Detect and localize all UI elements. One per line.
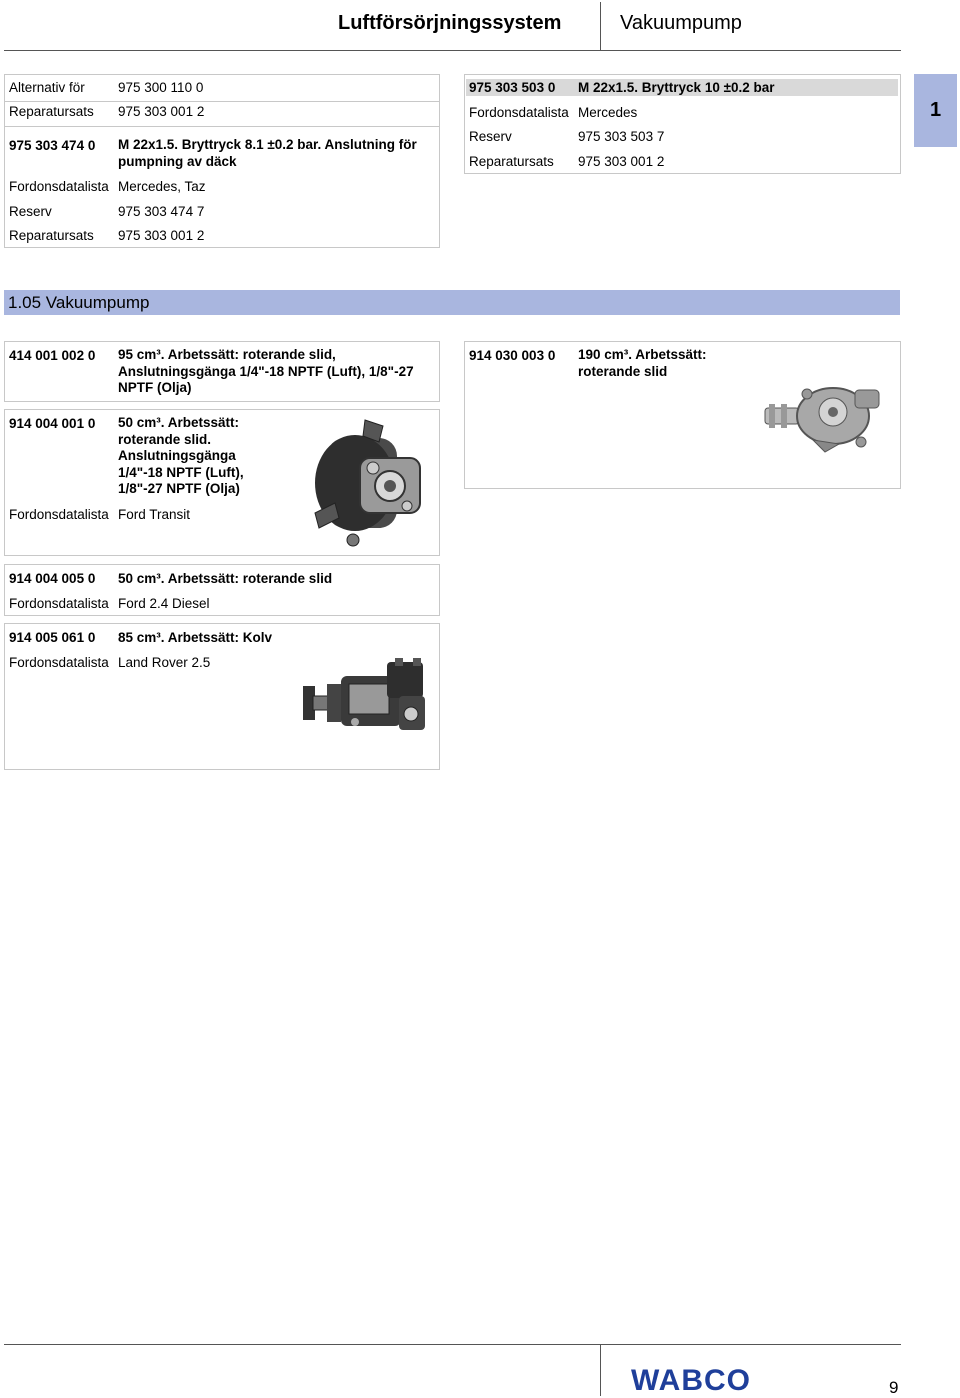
header-page-title: Vakuumpump — [620, 12, 742, 34]
header-section-title: Luftförsörjningssystem — [338, 12, 562, 34]
vacuum-pump-image — [763, 382, 887, 454]
footer-rule — [4, 1344, 901, 1345]
wabco-logo: WABCO — [631, 1364, 751, 1397]
section-heading: 1.05 Vakuumpump — [4, 290, 900, 315]
product-card-914004001: 914 004 001 0 50 cm³. Arbetssätt: roterande slid. Anslutningsgänga 1/4"-18 NPTF (Luft), 1/8"-27 NPTF (Olja) Fordonsdatalista Ford Transit — [4, 409, 440, 556]
part-row: 975 303 503 0 M 22x1.5. Bryttryck 10 ±0.2 bar — [466, 79, 898, 96]
page-number: 9 — [889, 1378, 899, 1397]
product-card-914004005: 914 004 005 0 50 cm³. Arbetssätt: roterande slid Fordonsdatalista Ford 2.4 Diesel — [4, 564, 440, 616]
product-card-914005061: 914 005 061 0 85 cm³. Arbetssätt: Kolv Fordonsdatalista Land Rover 2.5 — [4, 623, 440, 770]
part-description: 190 cm³. Arbetssätt: roterande slid — [578, 347, 707, 379]
vacuum-pump-image — [305, 418, 433, 548]
part-description: M 22x1.5. Bryttryck 8.1 ±0.2 bar. Anslutning för pumpning av däck — [118, 137, 417, 169]
footer-divider — [600, 1345, 601, 1396]
header-rule — [4, 50, 901, 51]
header-divider — [600, 2, 601, 50]
chapter-tab: 1 — [914, 74, 957, 147]
product-card-975303474: Alternativ för 975 300 110 0 Reparatursats 975 303 001 2 975 303 474 0 M 22x1.5. Bryttryck 8.1 ±0.2 bar. Anslutning för pumpning av däck Fordonsdatalista Mercedes, Taz Reserv 975 303 474 7 Reparatursats 975 303 001 2 — [4, 74, 440, 248]
part-description: 50 cm³. Arbetssätt: roterande slid. Anslutningsgänga 1/4"-18 NPTF (Luft), 1/8"-27 NPTF (Olja) — [118, 415, 244, 496]
piston-pump-image — [303, 656, 437, 736]
product-card-975303503: 975 303 503 0 M 22x1.5. Bryttryck 10 ±0.2 bar Fordonsdatalista Mercedes Reserv 975 303 503 7 Reparatursats 975 303 001 2 — [464, 74, 901, 174]
part-description: 95 cm³. Arbetssätt: roterande slid, Anslutningsgänga 1/4"-18 NPTF (Luft), 1/8"-27 NPTF (Olja) — [118, 347, 414, 395]
product-card-914030003: 914 030 003 0 190 cm³. Arbetssätt: roterande slid — [464, 341, 901, 489]
product-card-414001002: 414 001 002 0 95 cm³. Arbetssätt: roterande slid, Anslutningsgänga 1/4"-18 NPTF (Luft), 1/8"-27 NPTF (Olja) — [4, 341, 440, 402]
